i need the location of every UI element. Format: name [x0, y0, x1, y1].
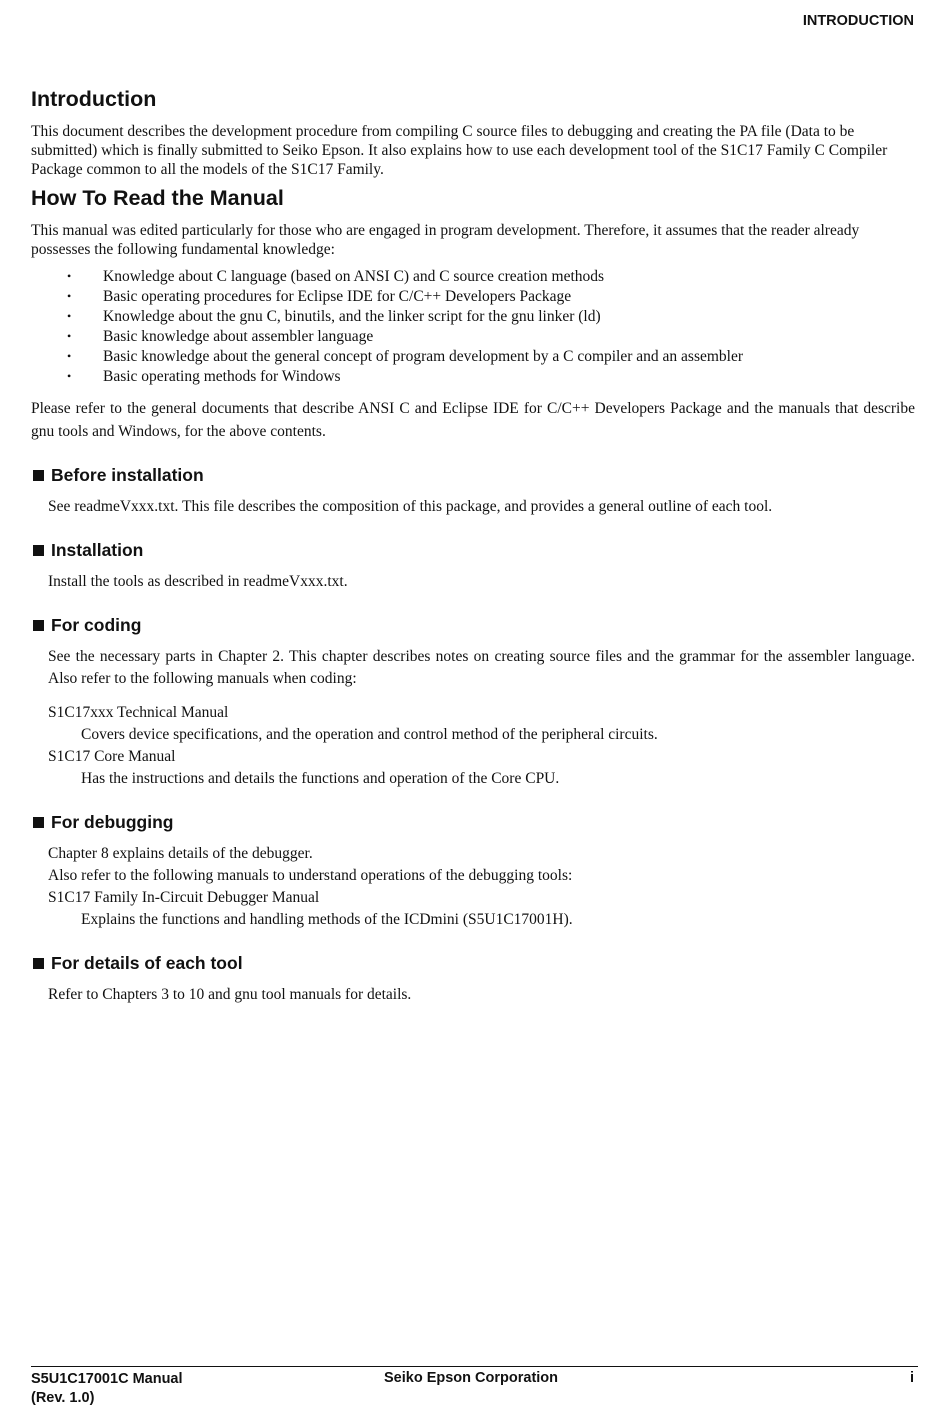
list-item: • Basic knowledge about the general concept of program development by a C compiler and an assembler: [67, 348, 744, 365]
footer-page-number: i: [909, 1370, 914, 1386]
before-installation-section: [31, 463, 915, 518]
debugging-line-1: Chapter 8 explains details of the debugger.: [48, 845, 313, 862]
list-item: • Basic operating procedures for Eclipse IDE for C/C++ Developers Package: [67, 288, 572, 305]
for-coding-section: [31, 613, 915, 790]
for-debugging-section: [31, 810, 915, 931]
installation-heading: Installation: [31, 538, 915, 562]
for-debugging-heading: For debugging: [31, 810, 915, 834]
manual-title: S1C17 Core Manual: [48, 748, 176, 765]
list-item: • Knowledge about C language (based on ANSI C) and C source creation methods: [67, 268, 605, 285]
footer-company: Seiko Epson Corporation: [384, 1370, 559, 1386]
square-bullet-icon: [33, 958, 44, 969]
list-item: • Basic knowledge about assembler language: [67, 328, 374, 345]
knowledge-list: [31, 267, 915, 387]
square-bullet-icon: [33, 545, 44, 556]
running-header: INTRODUCTION: [802, 13, 914, 29]
square-bullet-icon: [33, 817, 44, 828]
bullet-icon: •: [67, 309, 72, 323]
introduction-paragraph: This document describes the development procedure from compiling C source files to debugging and creating the PA file (Data to be submitted) which is finally submitted to Seiko Epson. It also explains how to use each development tool of the S1C17 Family C Compiler Package common to all the models of the S1C17 Family.: [31, 123, 888, 178]
for-details-text: Refer to Chapters 3 to 10 and gnu tool manuals for details.: [48, 986, 412, 1003]
coding-manual-list: [48, 702, 915, 790]
before-installation-heading: Before installation: [31, 463, 915, 487]
installation-section: [31, 538, 915, 593]
list-item: • Basic operating methods for Windows: [67, 368, 341, 385]
footer-manual-name: S5U1C17001C Manual: [31, 1371, 183, 1387]
how-to-read-paragraph: This manual was edited particularly for those who are engaged in program development. Therefore, it assumes that the reader already possesses the following fundamental knowledge:: [31, 222, 860, 258]
page-content: [31, 84, 915, 1006]
refer-paragraph: Please refer to the general documents that describe ANSI C and Eclipse IDE for C/C++ Developers Package and the manuals that describe gnu tools and Windows, for the above contents.: [31, 400, 915, 440]
manual-description: Covers device specifications, and the operation and control method of the peripheral circuits.: [81, 726, 658, 743]
bullet-icon: •: [67, 289, 72, 303]
manual-description: Explains the functions and handling methods of the ICDmini (S5U1C17001H).: [81, 911, 573, 928]
manual-title: S1C17xxx Technical Manual: [48, 704, 229, 721]
bullet-icon: •: [67, 329, 72, 343]
list-item: • Knowledge about the gnu C, binutils, and the linker script for the gnu linker (ld): [67, 308, 601, 325]
installation-text: Install the tools as described in readmeVxxx.txt.: [48, 573, 348, 590]
footer-manual-info: [31, 1370, 183, 1408]
bullet-icon: •: [67, 369, 72, 383]
bullet-icon: •: [67, 269, 72, 283]
debugging-line-2: Also refer to the following manuals to understand operations of the debugging tools:: [48, 867, 573, 884]
before-installation-text: See readmeVxxx.txt. This file describes the composition of this package, and provides a general outline of each tool.: [48, 498, 773, 515]
introduction-heading: Introduction: [31, 87, 157, 111]
how-to-read-heading: How To Read the Manual: [31, 186, 284, 210]
for-details-heading: For details of each tool: [31, 951, 915, 975]
footer-divider: [31, 1366, 918, 1367]
for-coding-text: See the necessary parts in Chapter 2. This chapter describes notes on creating source files and the grammar for the assembler language. Also refer to the following manuals when coding:: [48, 648, 915, 687]
square-bullet-icon: [33, 470, 44, 481]
for-coding-heading: For coding: [31, 613, 915, 637]
manual-description: Has the instructions and details the functions and operation of the Core CPU.: [81, 770, 560, 787]
square-bullet-icon: [33, 620, 44, 631]
manual-title: S1C17 Family In-Circuit Debugger Manual: [48, 889, 320, 906]
bullet-icon: •: [67, 349, 72, 363]
for-details-section: [31, 951, 915, 1006]
footer-revision: (Rev. 1.0): [31, 1390, 95, 1406]
